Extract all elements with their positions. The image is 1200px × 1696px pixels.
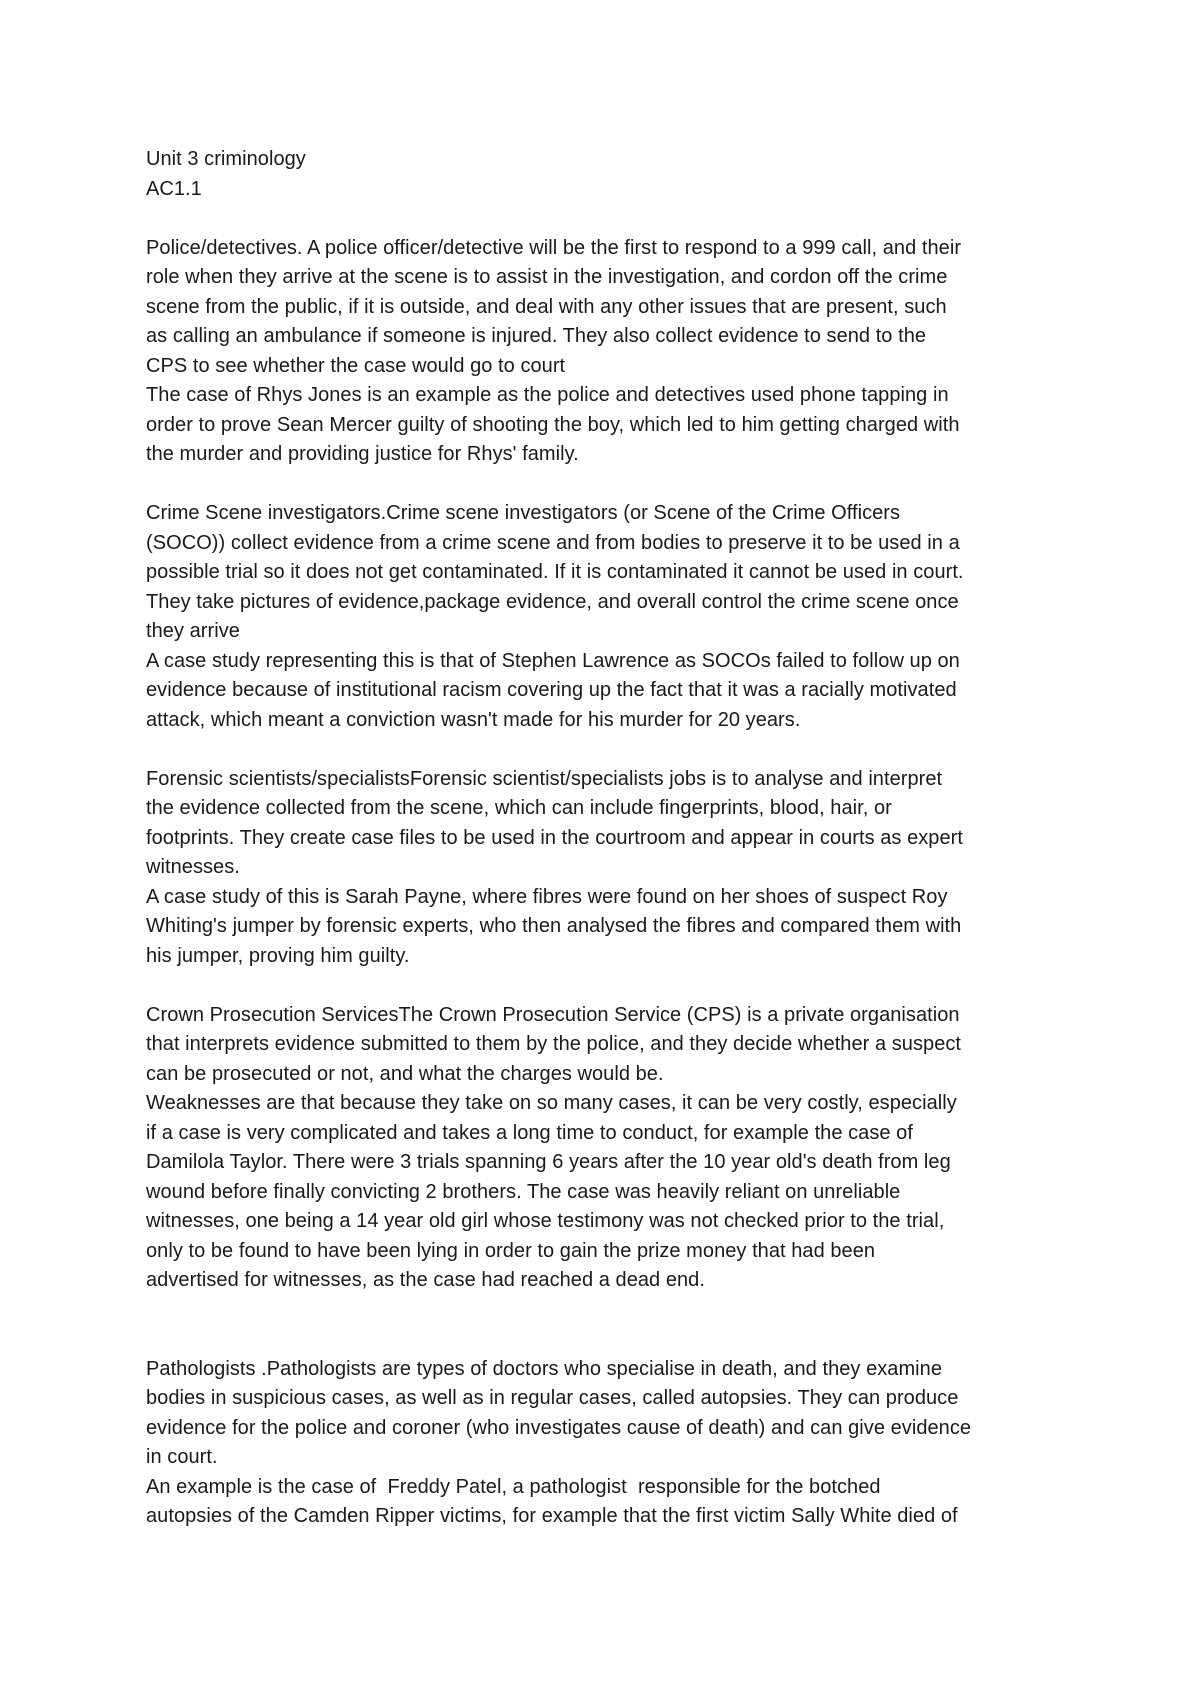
document-body [146, 145, 1066, 1532]
text-line: possible trial so it does not get contaminated. If it is contaminated it cannot be used in court. [146, 561, 964, 583]
text-line: evidence because of institutional racism covering up the fact that it was a racially motivated [146, 679, 957, 701]
text-line: witnesses, one being a 14 year old girl whose testimony was not checked prior to the trial, [146, 1210, 945, 1232]
text-line: Forensic scientists/specialistsForensic scientist/specialists jobs is to analyse and interpret [146, 767, 943, 790]
text-line: A case study of this is Sarah Payne, where fibres were found on her shoes of suspect Roy [146, 885, 948, 908]
text-line: The case of Rhys Jones is an example as the police and detectives used phone tapping in [146, 384, 949, 406]
text-line: the evidence collected from the scene, which can include fingerprints, blood, hair, or [146, 797, 892, 819]
text-line: order to prove Sean Mercer guilty of shooting the boy, which led to him getting charged with [146, 413, 960, 436]
text-line: (SOCO)) collect evidence from a crime scene and from bodies to preserve it to be used in a [146, 531, 960, 554]
text-line: bodies in suspicious cases, as well as in regular cases, called autopsies. They can produce [146, 1387, 959, 1409]
text-line: attack, which meant a conviction wasn't made for his murder for 20 years. [146, 708, 801, 731]
text-line: in court. [146, 1446, 218, 1468]
section-police-detectives [146, 234, 1066, 470]
document-title: Unit 3 criminology [146, 148, 306, 170]
text-line: Pathologists .Pathologists are types of doctors who specialise in death, and they examine [146, 1357, 943, 1380]
text-line: Damilola Taylor. There were 3 trials spanning 6 years after the 10 year old's death from leg [146, 1151, 951, 1173]
text-line: Weaknesses are that because they take on so many cases, it can be very costly, especially [146, 1092, 957, 1114]
section-pathologists [146, 1355, 1066, 1532]
text-line: that interprets evidence submitted to them by the police, and they decide whether a suspect [146, 1033, 962, 1055]
text-line: Crown Prosecution ServicesThe Crown Prosecution Service (CPS) is a private organisation [146, 1003, 960, 1026]
section-forensic-scientists [146, 765, 1066, 972]
text-line: role when they arrive at the scene is to assist in the investigation, and cordon off the crime [146, 266, 948, 288]
paragraph-spacer [146, 470, 1066, 500]
text-line: Whiting's jumper by forensic experts, who then analysed the fibres and compared them with [146, 915, 962, 937]
text-line: only to be found to have been lying in order to gain the prize money that had been [146, 1239, 876, 1262]
text-line: CPS to see whether the case would go to court [146, 354, 566, 377]
text-line: A case study representing this is that of Stephen Lawrence as SOCOs failed to follow up on [146, 649, 960, 672]
section-crown-prosecution-services [146, 1001, 1066, 1296]
text-line: scene from the public, if it is outside, and deal with any other issues that are present, such [146, 295, 947, 318]
text-line: autopsies of the Camden Ripper victims, for example that the first victim Sally White died of [146, 1505, 958, 1527]
text-line: if a case is very complicated and takes a long time to conduct, for example the case of [146, 1121, 913, 1144]
text-line: advertised for witnesses, as the case had reached a dead end. [146, 1269, 705, 1291]
text-line: his jumper, proving him guilty. [146, 944, 410, 967]
text-line: Crime Scene investigators.Crime scene investigators (or Scene of the Crime Officers [146, 502, 901, 524]
text-line: footprints. They create case files to be used in the courtroom and appear in courts as expert [146, 826, 963, 849]
text-line: They take pictures of evidence,package evidence, and overall control the crime scene once [146, 590, 959, 613]
text-line: evidence for the police and coroner (who investigates cause of death) and can give evidence [146, 1416, 972, 1439]
text-line: can be prosecuted or not, and what the charges would be. [146, 1062, 664, 1085]
text-line: witnesses. [146, 856, 240, 878]
paragraph-spacer [146, 204, 1066, 234]
paragraph-spacer [146, 1296, 1066, 1355]
document-subtitle: AC1.1 [146, 177, 202, 200]
text-line: the murder and providing justice for Rhys' family. [146, 443, 579, 465]
text-line: wound before finally convicting 2 brothers. The case was heavily reliant on unreliable [146, 1180, 901, 1203]
paragraph-spacer [146, 735, 1066, 765]
text-line: as calling an ambulance if someone is injured. They also collect evidence to send to the [146, 325, 927, 347]
text-line: they arrive [146, 620, 240, 642]
paragraph-spacer [146, 971, 1066, 1001]
section-crime-scene-investigators [146, 499, 1066, 735]
text-line: An example is the case of Freddy Patel, a pathologist responsible for the botched [146, 1475, 881, 1498]
text-line: Police/detectives. A police officer/detective will be the first to respond to a 999 call, and their [146, 236, 962, 259]
